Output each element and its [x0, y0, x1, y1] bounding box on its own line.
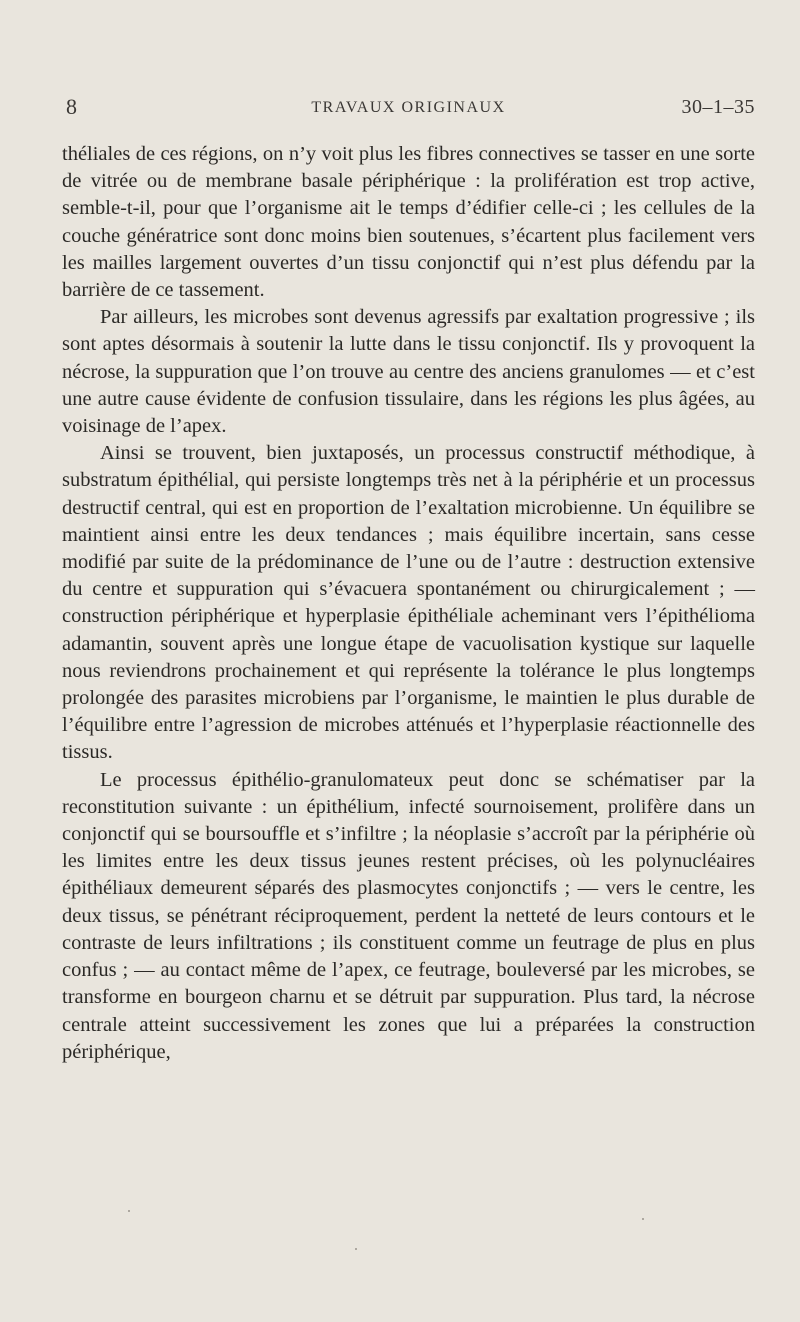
paper-speck	[355, 1248, 357, 1250]
paper-speck	[642, 1218, 644, 1220]
header-reference: 30–1–35	[681, 96, 755, 118]
paper-speck	[128, 1210, 130, 1212]
paragraph-1: théliales de ces régions, on n’y voit plus les fibres connectives se tasser en une sorte de vitrée ou de membrane basale périphérique : la prolifération est trop active, semble-t-il, pour que l’organisme ait le temps d’édifier celle-ci ; les cellules de la couche génératrice sont donc moins bien soutenues, s’écartent plus facilement vers les mailles largement ouvertes d’un tissu conjonctif qui n’est plus défendu par la barrière de ce tassement.	[62, 143, 755, 302]
paragraph-2: Par ailleurs, les microbes sont devenus agressifs par exaltation progressive ; ils sont aptes désormais à soutenir la lutte dans le tissu conjonctif. Ils y provoquent la nécrose, la suppuration que l’on trouve au centre des anciens granulomes — et c’est une autre cause évidente de confusion tissulaire, dans les régions les plus âgées, au voisinage de l’apex.	[62, 306, 755, 438]
body-text	[62, 141, 755, 1066]
page-header	[62, 94, 755, 120]
paragraph-4: Le processus épithélio-granulomateux peut donc se schématiser par la reconstitution suivante : un épithélium, infecté sournoisement, prolifère dans un conjonctif qui se boursouffle et s’infiltre ; la néoplasie s’accroît par la périphérie où les limites entre les deux tissus jeunes restent précises, où les polynucléaires épithéliaux demeurent séparés des plasmocytes conjonctifs ; — vers le centre, les deux tissus, se pénétrant réciproquement, perdent la netteté de leurs contours et le contraste de leurs infiltrations ; ils constituent comme un feutrage de plus en plus confus ; — au contact même de l’apex, ce feutrage, bouleversé par les microbes, se transforme en bourgeon charnu et se détruit par suppuration. Plus tard, la nécrose centrale atteint successivement les zones que lui a préparées la construction périphérique,	[62, 768, 755, 1063]
page-number: 8	[66, 94, 77, 119]
running-title: TRAVAUX ORIGINAUX	[311, 99, 506, 116]
paragraph-3: Ainsi se trouvent, bien juxtaposés, un processus constructif méthodique, à substratum épithélial, qui persiste longtemps très net à la périphérie et un processus destructif central, qui est en proportion de l’exaltation microbienne. Un équilibre se maintient ainsi entre les deux tendances ; mais équilibre incertain, sans cesse modifié par suite de la prédominance de l’une ou de l’autre : destruction extensive du centre et suppuration qui s’évacuera spontanément ou chirurgicalement ; — construction périphérique et hyperplasie épithéliale acheminant vers l’épithélioma adamantin, souvent après une longue étape de vacuolisation kystique sur laquelle nous reviendrons prochainement et qui représente la tolérance le plus longtemps prolongée des parasites microbiens par l’organisme, le maintien le plus durable de l’équilibre entre l’agression de microbes atténués et l’hyperplasie réactionnelle des tissus.	[62, 442, 755, 764]
